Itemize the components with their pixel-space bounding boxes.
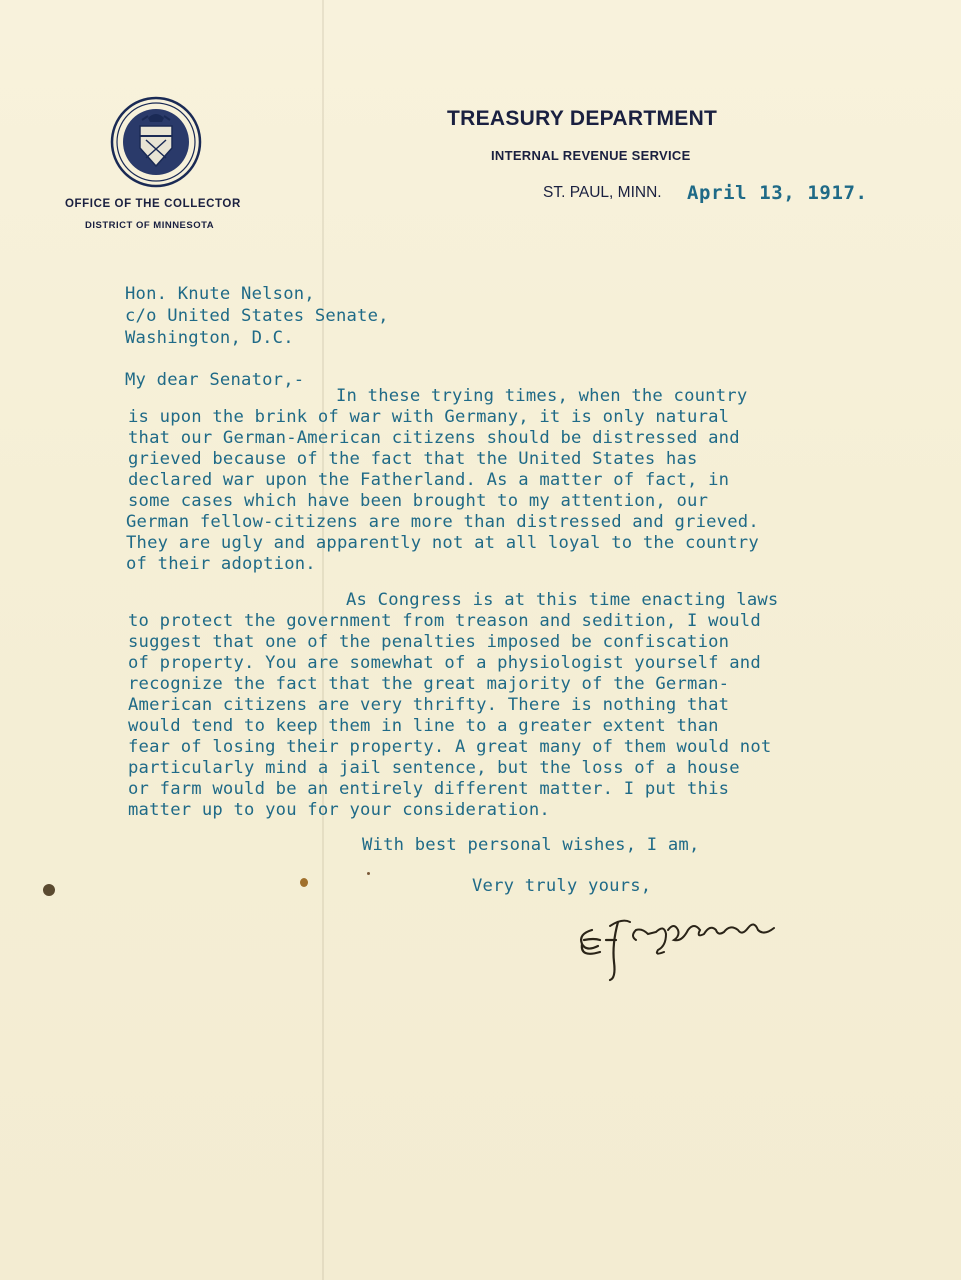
letter-date: April 13, 1917. bbox=[687, 182, 868, 204]
body-line: declared war upon the Fatherland. As a matter of fact, in bbox=[128, 470, 730, 490]
body-line: American citizens are very thrifty. There is nothing that bbox=[128, 695, 730, 715]
body-line: would tend to keep them in line to a greater extent than bbox=[128, 716, 719, 736]
city-label: ST. PAUL, MINN. bbox=[543, 184, 662, 201]
department-title: TREASURY DEPARTMENT bbox=[447, 107, 718, 130]
body-line: or farm would be an entirely different matter. I put this bbox=[128, 779, 730, 799]
body-line: matter up to you for your consideration. bbox=[128, 800, 550, 820]
handwritten-signature bbox=[570, 900, 820, 990]
recipient-line: Washington, D.C. bbox=[125, 328, 294, 348]
closing-line: With best personal wishes, I am, bbox=[362, 835, 700, 855]
office-label: OFFICE OF THE COLLECTOR bbox=[65, 198, 241, 210]
body-line: As Congress is at this time enacting laws bbox=[346, 590, 779, 610]
body-line: some cases which have been brought to my attention, our bbox=[128, 491, 709, 511]
body-line: They are ugly and apparently not at all loyal to the country bbox=[126, 533, 759, 553]
body-line: of their adoption. bbox=[126, 554, 316, 574]
body-line: grieved because of the fact that the United States has bbox=[128, 449, 698, 469]
body-line: that our German-American citizens should be distressed and bbox=[128, 428, 740, 448]
recipient-line: c/o United States Senate, bbox=[125, 306, 389, 326]
paper-stain bbox=[43, 884, 55, 896]
body-line: In these trying times, when the country bbox=[336, 386, 748, 406]
salutation: My dear Senator,- bbox=[125, 370, 305, 390]
body-line: to protect the government from treason and sedition, I would bbox=[128, 611, 761, 631]
body-line: particularly mind a jail sentence, but the loss of a house bbox=[128, 758, 740, 778]
body-line: German fellow-citizens are more than distressed and grieved. bbox=[126, 512, 759, 532]
treasury-seal-icon bbox=[110, 96, 202, 188]
body-line: recognize the fact that the great majority of the German- bbox=[128, 674, 730, 694]
body-line: is upon the brink of war with Germany, it is only natural bbox=[128, 407, 730, 427]
recipient-line: Hon. Knute Nelson, bbox=[125, 284, 315, 304]
closing-line: Very truly yours, bbox=[472, 876, 652, 896]
body-line: of property. You are somewhat of a physiologist yourself and bbox=[128, 653, 761, 673]
body-line: suggest that one of the penalties imposed be confiscation bbox=[128, 632, 730, 652]
paper-stain bbox=[367, 872, 370, 875]
body-line: fear of losing their property. A great many of them would not bbox=[128, 737, 772, 757]
paper-stain bbox=[300, 878, 308, 887]
district-label: DISTRICT OF MINNESOTA bbox=[85, 220, 215, 231]
service-label: INTERNAL REVENUE SERVICE bbox=[491, 148, 691, 163]
